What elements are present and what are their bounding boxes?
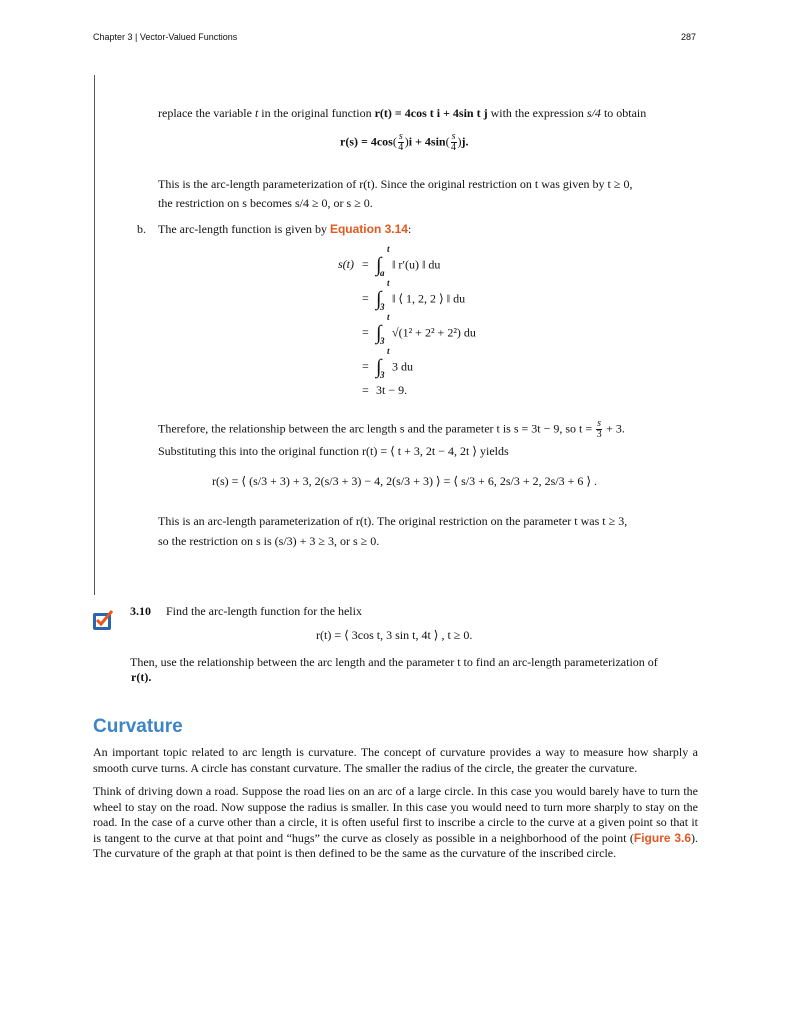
part-b-intro — [158, 222, 411, 237]
checkpoint-checkbox-icon — [92, 609, 114, 631]
curvature-paragraph-1: An important topic related to arc length is curvature. The concept of curvature provides a way to measure how sharply a smooth curve turns. A circle has constant curvature. The smaller the radius of the circle, the greater the curvature. — [93, 745, 698, 775]
part-a-line2: This is the arc-length parameterization of r(t). Since the original restriction on t was given by t ≥ 0, — [158, 177, 633, 191]
derivation-step — [338, 278, 466, 312]
frac-den: 4 — [398, 142, 404, 153]
upper-limit: t — [387, 346, 390, 356]
curvature-paragraph-2 — [93, 784, 698, 862]
part-a-line1 — [158, 106, 646, 121]
step-integrand: 3t − 9. — [376, 383, 408, 397]
integral-sign-icon: ∫ t 3 — [376, 312, 390, 346]
integral-sign-icon: ∫ t 3 — [376, 346, 390, 380]
page-number: 287 — [681, 32, 697, 42]
derivation-step — [338, 383, 407, 398]
step-integrand: √(1² + 2² + 2²) du — [392, 325, 476, 340]
text: replace the variable — [158, 106, 255, 120]
checkpoint-text: Find the arc-length function for the helix — [166, 604, 362, 618]
conclusion-line1: This is an arc-length parameterization of r(t). The original restriction on the parameter t was t ≥ 3, — [158, 514, 628, 528]
eq-part: r(s) = 4cos — [340, 134, 393, 149]
example-margin-rule — [94, 75, 95, 595]
frac-num: s — [597, 418, 602, 429]
checkpoint-equation: r(t) = ⟨ 3cos t, 3 sin t, 4t ⟩ , t ≥ 0. — [316, 628, 473, 642]
frac-num: s — [451, 131, 456, 142]
math-rt: r(t) = 4cos t i + 4sin t j — [374, 106, 488, 120]
section-heading-curvature: Curvature — [93, 716, 183, 737]
text: + 3. — [603, 421, 625, 436]
equation-rs: r(s) = 4cos( $\frac{s}{4}$ )i + 4sin( $\frac{s}{4}$ )j. — [340, 131, 469, 153]
part-b-marker: b. — [137, 222, 146, 236]
eq-part: i + 4sin — [408, 134, 446, 149]
lower-limit: a — [380, 268, 385, 278]
figure-3-6-link[interactable]: Figure 3.6 — [633, 830, 691, 845]
checkpoint-number: 3.10 — [130, 604, 151, 618]
step-equals: = — [362, 383, 369, 397]
eq-part: j. — [461, 134, 469, 149]
equation-3-14-link[interactable]: Equation 3.14 — [329, 222, 408, 236]
math-s4: s/4 — [586, 106, 601, 120]
substituting-line: Substituting this into the original function r(t) = ⟨ t + 3, 2t − 4, 2t ⟩ yields — [158, 444, 509, 458]
step-equals: = — [362, 325, 369, 340]
text: in the original function — [258, 106, 375, 120]
lower-limit: 3 — [380, 336, 385, 346]
text: : — [407, 222, 412, 236]
text: Think of driving down a road. Suppose the road lies on an arc of a large circle. In this case you would barely have to turn the wheel to stay on the road. Now suppose the radius is smaller. In this case you would need to turn more sharply to stay on the road. In the case of a curve other than a circle, it is often useful first to inscribe a circle to the curve at a given point so that it is tangent to the curve at that point and “hugs” the curve as closely as possible in a neighborhood of the point ( — [93, 784, 698, 845]
frac-num: s — [398, 131, 403, 142]
step-equals: = — [362, 291, 369, 306]
upper-limit: t — [387, 312, 390, 322]
integral-sign-icon: ∫ t 3 — [376, 278, 390, 312]
frac-den: 4 — [451, 142, 457, 153]
upper-limit: t — [387, 244, 390, 254]
running-header-chapter: Chapter 3 | Vector-Valued Functions — [93, 32, 238, 42]
lower-limit: 3 — [380, 302, 385, 312]
text: ). The curvature of the graph at that point is then defined to be the same as the curvature of the inscribed circle. — [93, 830, 698, 860]
frac-den: 3 — [596, 429, 602, 440]
upper-limit: t — [387, 278, 390, 288]
rs-equation: r(s) = ⟨ (s/3 + 3) + 3, 2(s/3 + 3) − 4, 2(s/3 + 3) ⟩ = ⟨ s/3 + 6, 2s/3 + 2, 2s/3 + 6 ⟩ . — [212, 474, 598, 488]
text: to obtain — [600, 106, 647, 120]
step-equals: = — [362, 257, 369, 272]
derivation-step — [338, 244, 441, 278]
text: Therefore, the relationship between the arc length s and the parameter t is s = 3t − 9, so t = — [158, 421, 596, 436]
step-integrand: ‖ ⟨ 1, 2, 2 ⟩ ‖ du — [392, 291, 466, 306]
step-integrand: ‖ r′(u) ‖ du — [392, 257, 441, 272]
step-integrand: 3 du — [392, 359, 413, 374]
part-a-line3: the restriction on s becomes s/4 ≥ 0, or s ≥ 0. — [158, 196, 373, 210]
conclusion-line2: so the restriction on s is (s/3) + 3 ≥ 3, or s ≥ 0. — [158, 534, 380, 548]
integral-sign-icon: ∫ t a — [376, 244, 390, 278]
text: with the expression — [487, 106, 587, 120]
derivation-step — [338, 312, 476, 346]
lower-limit: 3 — [380, 370, 385, 380]
checkpoint-follow2: r(t). — [131, 670, 152, 684]
step-equals: = — [362, 359, 369, 374]
text: The arc-length function is given by — [158, 222, 330, 236]
therefore-line — [158, 419, 625, 440]
math-t: t — [254, 106, 259, 120]
checkpoint-follow1: Then, use the relationship between the arc length and the parameter t to find an arc-length parameterization of — [130, 655, 658, 669]
step-lhs: s(t) — [338, 257, 354, 272]
derivation-step — [338, 346, 413, 380]
